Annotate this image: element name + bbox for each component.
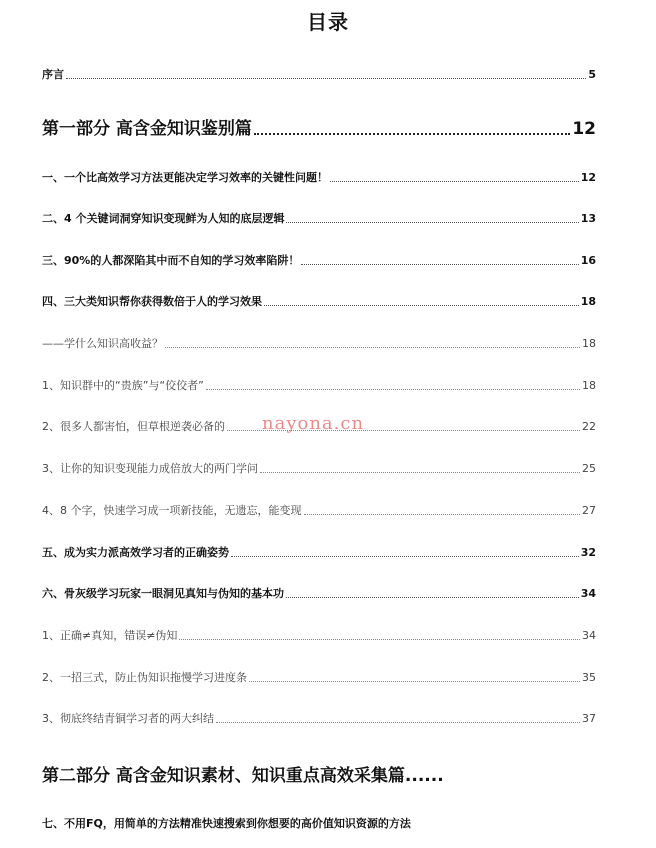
toc-entry-page: 35 [582,671,596,684]
dot-leader [301,264,578,265]
toc-entry-page: 12 [580,171,596,184]
dot-leader [286,222,578,223]
toc-entry-page: 37 [582,712,596,725]
dot-leader [216,722,580,723]
toc-entry-page: 22 [582,420,596,433]
toc-entry-page: 32 [580,546,596,559]
toc-entry-label: 3、彻底终结青铜学习者的两大纠结 [42,712,214,725]
toc-entry-chapter-4[interactable] [42,293,596,309]
toc-entry-chapter-6[interactable] [42,585,596,601]
toc-entry-label: 1、知识群中的“贵族”与“佼佼者” [42,379,204,392]
toc-entry-label: 二、4 个关键词洞穿知识变现鲜为人知的底层逻辑 [42,212,285,225]
toc-entry-label: 第一部分 高含金知识鉴别篇 [42,119,252,139]
toc-entry-chapter-3[interactable] [42,252,596,268]
dot-leader [286,597,579,598]
toc-entry-label: 1、正确≠真知，错误≠伪知 [42,629,178,642]
toc-entry-page: 34 [582,629,596,642]
toc-entry-preface[interactable] [42,66,596,82]
dot-leader [66,78,586,79]
toc-entry-section-6-3[interactable] [42,710,596,726]
toc-entry-label: 六、骨灰级学习玩家一眼洞见真知与伪知的基本功 [42,587,284,600]
dot-leader [231,556,579,557]
dot-leader [165,347,580,348]
toc-entry-page: 27 [582,504,596,517]
toc-entry-label: ——学什么知识高收益？ [42,337,163,350]
toc-entry-chapter-7[interactable]: 七、不用FQ，用简单的方法精准快速搜索到你想要的高价值知识资源的方法 [42,817,411,830]
toc-entry-page: 18 [582,379,596,392]
watermark-text: nayona.cn [262,413,365,434]
dot-leader [304,514,581,515]
toc-entry-subtitle[interactable] [42,335,596,351]
toc-entry-chapter-1[interactable] [42,169,596,185]
toc-entry-part-1[interactable] [42,114,596,139]
dot-leader [260,472,580,473]
toc-entry-page: 13 [580,212,596,225]
toc-entry-page: 5 [588,68,596,81]
dot-leader [264,305,579,306]
toc-entry-label: 五、成为实力派高效学习者的正确姿势 [42,546,229,559]
toc-entry-page: 25 [582,462,596,475]
dot-leader [254,133,570,135]
toc-entry-chapter-5[interactable] [42,544,596,560]
dot-leader [206,389,580,390]
toc-entry-chapter-2[interactable] [42,210,596,226]
toc-entry-label: 2、很多人都害怕，但草根逆袭必备的 [42,420,225,433]
toc-entry-label: 一、一个比高效学习方法更能决定学习效率的关键性问题！ [42,171,328,184]
toc-entry-page: 12 [572,119,596,139]
toc-entry-label: 3、让你的知识变现能力成倍放大的两门学问 [42,462,258,475]
toc-entry-section-4-1[interactable] [42,377,596,393]
toc-entry-label: 三、90%的人都深陷其中而不自知的学习效率陷阱！ [42,254,300,267]
dot-leader [330,181,579,182]
toc-entry-section-6-1[interactable] [42,627,596,643]
toc-entry-section-4-3[interactable] [42,460,596,476]
page-title: 目录 [307,10,349,34]
toc-entry-label: 4、8 个字，快速学习成一项新技能，无遗忘，能变现 [42,504,302,517]
toc-entry-label: 2、一招三式，防止伪知识拖慢学习进度条 [42,671,247,684]
toc-entry-page: 18 [582,337,596,350]
dot-leader [179,639,580,640]
toc-entry-page: 18 [580,295,596,308]
toc-entry-section-6-2[interactable] [42,669,596,685]
toc-entry-section-4-4[interactable] [42,502,596,518]
toc-entry-label: 四、三大类知识帮你获得数倍于人的学习效果 [42,295,262,308]
toc-entry-page: 34 [580,587,596,600]
dot-leader [249,681,580,682]
toc-entry-label: 序言 [42,68,64,81]
toc-entry-page: 16 [580,254,596,267]
toc-entry-part-2[interactable]: 第二部分 高含金知识素材、知识重点高效采集篇...... [42,766,444,786]
